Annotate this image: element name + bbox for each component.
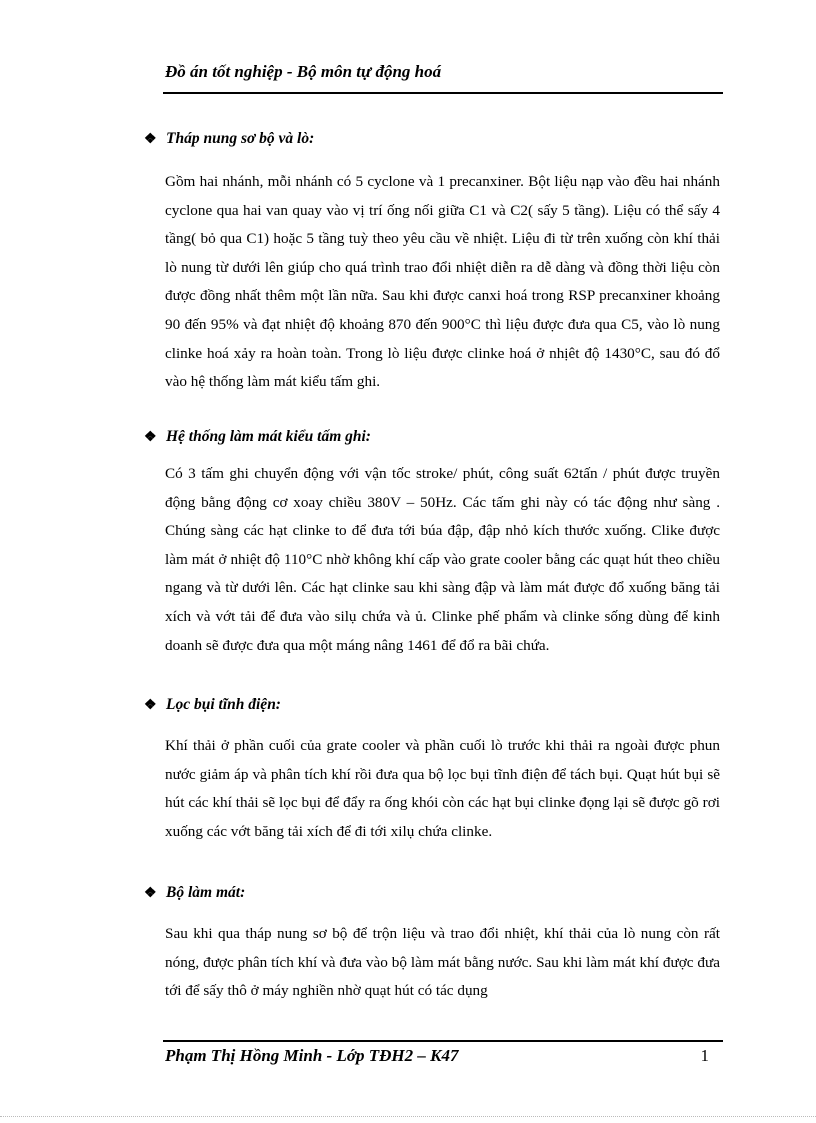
section-heading-text: Tháp nung sơ bộ và lò:: [166, 130, 315, 147]
paragraph: Khí thải ở phần cuối của grate cooler và phần cuối lò trước khi thải ra ngoài được phun nước giảm áp và phân tích khí rồi đưa qua bộ lọc bụi tĩnh điện để tách bụi. Quạt hút bụi sẽ hút các khí thải sẽ lọc bụi để đẩy ra ống khói còn các hạt bụi clinke đọng lại sẽ được gõ rơi xuống các vớt băng tải xích để đi tới xilụ chứa clinke.: [165, 737, 720, 840]
diamond-bullet-icon: ❖: [144, 698, 157, 713]
section-body-bo-lam-mat: [165, 920, 720, 1006]
section-heading-text: Bộ làm mát:: [166, 884, 246, 901]
paragraph: Sau khi qua tháp nung sơ bộ để trộn liệu và trao đổi nhiệt, khí thải của lò nung còn rất nóng, được phân tích khí và đưa vào bộ làm mát bằng nước. Sau khi làm mát khí được đưa tới để sấy thô ở máy nghiền nhờ quạt hút có tác dụng: [165, 925, 720, 1000]
section-heading-bo-lam-mat: [144, 884, 245, 902]
section-body-loc-bui: [165, 732, 720, 846]
paragraph: Có 3 tấm ghi chuyển động với vận tốc stroke/ phút, công suất 62tấn / phút được truyền động bằng động cơ xoay chiều 380V – 50Hz. Các tấm ghi này có tác động như sàng . Chúng sàng các hạt clinke to để đưa tới búa đập, đập nhỏ kích thước xuống. Clike được làm mát ở nhiệt độ 110°C nhờ không khí cấp vào grate cooler bằng các quạt hút theo chiều ngang và từ dưới lên. Các hạt clinke sau khi sàng đập và làm mát được đổ xuống băng tải xích và vớt tải để đưa vào silụ chứa và ủ. Clinke phế phẩm và clinke sống dùng để kinh doanh sẽ được đưa qua một máng nâng 1461 để đổ ra bãi chứa.: [165, 465, 720, 654]
diamond-bullet-icon: ❖: [144, 886, 157, 901]
page-footer: [163, 1040, 723, 1065]
header-title: Đồ án tốt nghiệp - Bộ môn tự động hoá: [165, 62, 442, 81]
page-header: [163, 58, 723, 94]
page-number: 1: [700, 1046, 709, 1065]
section-heading-text: Lọc bụi tĩnh điện:: [166, 696, 281, 713]
section-heading-text: Hệ thống làm mát kiểu tấm ghi:: [166, 428, 371, 445]
section-heading-loc-bui: [144, 696, 281, 714]
section-heading-thap-nung: [144, 130, 314, 148]
section-body-lam-mat-tam-ghi: [165, 460, 720, 660]
diamond-bullet-icon: ❖: [144, 132, 157, 147]
paragraph: Gồm hai nhánh, mỗi nhánh có 5 cyclone và 1 precanxiner. Bột liệu nạp vào đều hai nhánh cyclone qua hai van quay vào vị trí ống nối giữa C1 và C2( sấy 5 tầng). Liệu có thể sấy 4 tầng( bỏ qua C1) hoặc 5 tầng tuỳ theo yêu cầu về nhiệt. Liệu đi từ trên xuống còn khí thải lò nung từ dưới lên giúp cho quá trình trao đổi nhiệt diễn ra dễ dàng và đồng thời liệu còn được đồng nhất thêm một lần nữa. Sau khi được canxi hoá trong RSP precanxiner khoảng 90 đến 95% và đạt nhiệt độ khoảng 870 đến 900°C thì liệu được đưa qua C5, vào lò nung clinke hoá xảy ra hoàn toàn. Trong lò liệu được clinke hoá ở nhịêt độ 1430°C, sau đó đổ vào hệ thống làm mát kiểu tấm ghi.: [165, 173, 720, 391]
page-edge-divider: [0, 1116, 816, 1117]
section-body-thap-nung: [165, 168, 720, 397]
diamond-bullet-icon: ❖: [144, 430, 157, 445]
section-heading-lam-mat-tam-ghi: [144, 428, 371, 446]
footer-author: Phạm Thị Hồng Minh - Lớp TĐH2 – K47: [165, 1046, 459, 1065]
